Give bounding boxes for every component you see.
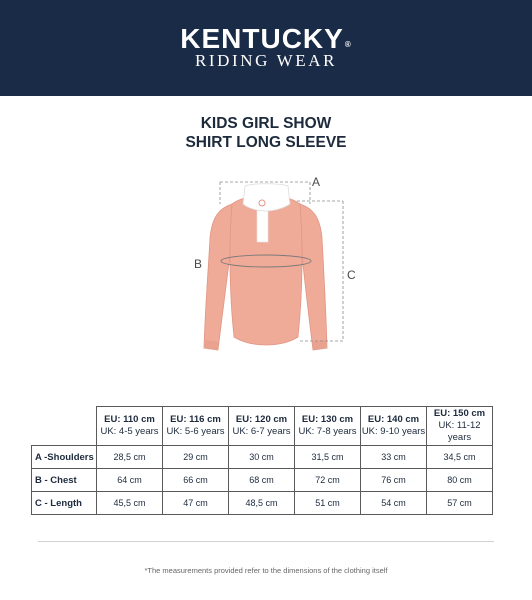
row-label: A -Shoulders — [32, 446, 97, 469]
uk-size: UK: 11-12 years — [438, 420, 481, 443]
dimension-c-label: C — [347, 268, 356, 282]
eu-size: EU: 120 cm — [235, 414, 288, 425]
size-chart-table — [31, 406, 493, 515]
shirt-right-sleeve — [300, 204, 327, 350]
table-cell: 48,5 cm — [229, 492, 295, 515]
table-cell: 68 cm — [229, 469, 295, 492]
table-cell: 57 cm — [427, 492, 493, 515]
uk-size: UK: 5-6 years — [166, 426, 225, 437]
size-column-header — [427, 407, 493, 446]
table-cell: 76 cm — [361, 469, 427, 492]
size-table-corner — [32, 407, 97, 446]
table-cell: 51 cm — [295, 492, 361, 515]
table-cell: 54 cm — [361, 492, 427, 515]
dimension-b-label: B — [194, 257, 203, 271]
table-cell: 64 cm — [97, 469, 163, 492]
brand-name: KENTUCKY — [180, 23, 344, 54]
table-cell: 31,5 cm — [295, 446, 361, 469]
eu-size: EU: 110 cm — [104, 414, 155, 425]
registered-mark: ® — [344, 40, 352, 49]
measurement-footnote: *The measurements provided refer to the dimensions of the clothing itself — [144, 566, 388, 575]
size-column-header — [295, 407, 361, 446]
eu-size: EU: 130 cm — [301, 414, 354, 425]
product-title-line2: SHIRT LONG SLEEVE — [185, 134, 347, 151]
table-cell: 33 cm — [361, 446, 427, 469]
table-row — [32, 492, 493, 515]
size-column-header — [97, 407, 163, 446]
table-cell: 72 cm — [295, 469, 361, 492]
eu-size: EU: 116 cm — [170, 414, 221, 425]
size-column-header — [229, 407, 295, 446]
shirt-placket — [257, 208, 268, 242]
size-header-row — [32, 407, 493, 446]
table-cell: 28,5 cm — [97, 446, 163, 469]
row-label: C - Length — [32, 492, 97, 515]
uk-size: UK: 7-8 years — [298, 426, 357, 437]
table-cell: 45,5 cm — [97, 492, 163, 515]
table-cell: 30 cm — [229, 446, 295, 469]
eu-size: EU: 150 cm — [433, 408, 486, 419]
table-cell: 66 cm — [163, 469, 229, 492]
table-cell: 80 cm — [427, 469, 493, 492]
table-row — [32, 469, 493, 492]
eu-size: EU: 140 cm — [367, 414, 420, 425]
product-title-line1: KIDS GIRL SHOW — [200, 115, 332, 132]
size-column-header — [163, 407, 229, 446]
uk-size: UK: 9-10 years — [361, 426, 426, 437]
table-cell: 47 cm — [163, 492, 229, 515]
table-cell: 34,5 cm — [427, 446, 493, 469]
shirt-left-sleeve — [204, 204, 232, 350]
uk-size: UK: 6-7 years — [232, 426, 291, 437]
shirt-collar — [243, 184, 290, 211]
size-column-header — [361, 407, 427, 446]
table-cell: 29 cm — [163, 446, 229, 469]
brand-tagline: RIDING WEAR — [194, 51, 338, 70]
footer-divider — [38, 541, 494, 542]
uk-size: UK: 4-5 years — [100, 426, 159, 437]
table-row — [32, 446, 493, 469]
row-label: B - Chest — [32, 469, 97, 492]
dimension-a-label: A — [312, 175, 321, 189]
